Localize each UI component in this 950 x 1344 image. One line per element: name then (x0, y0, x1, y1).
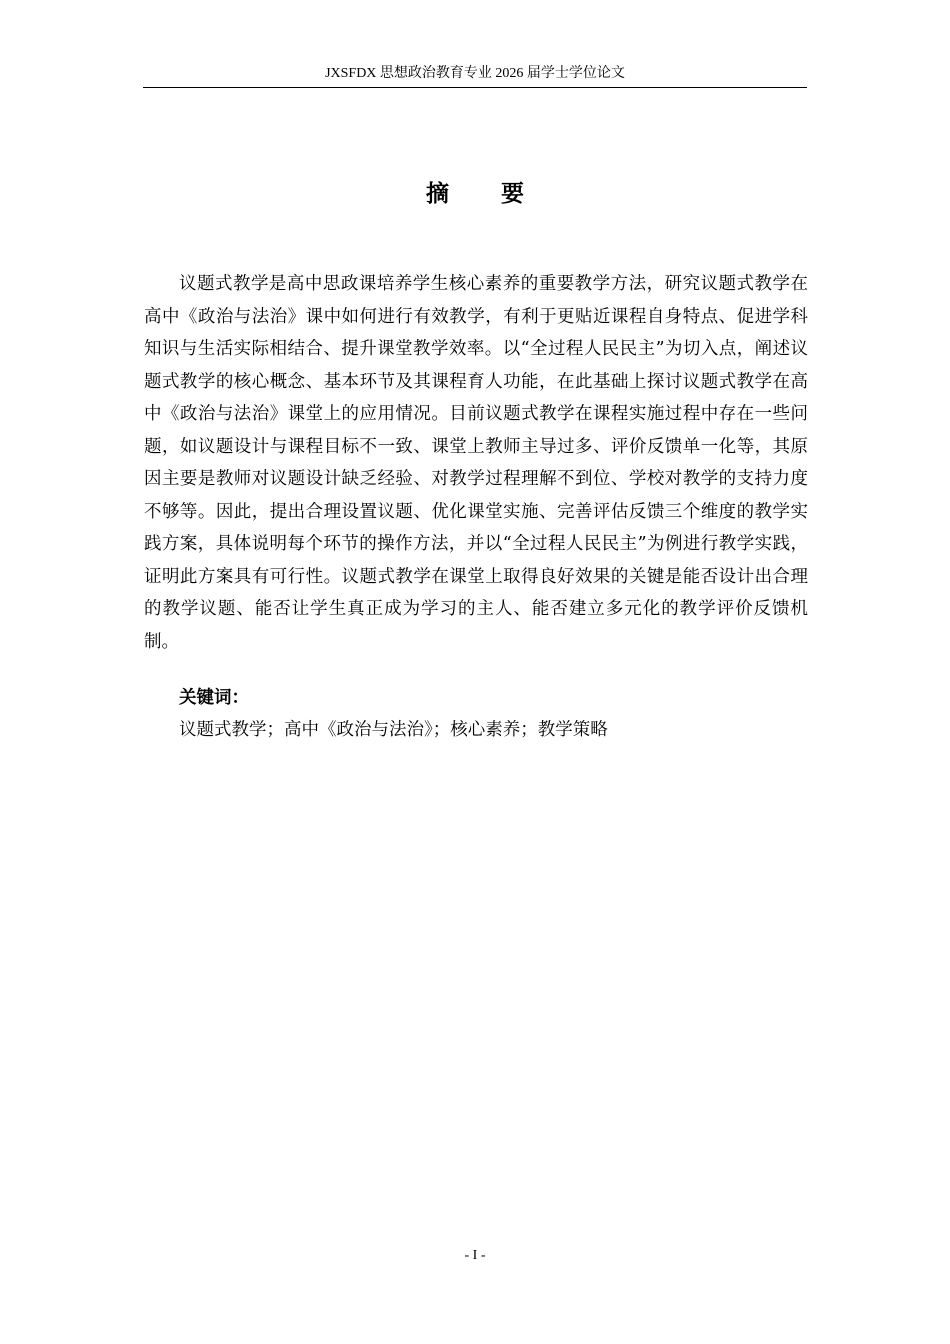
keywords-label: 关键词： (179, 688, 249, 708)
abstract-body: 议题式教学是高中思政课培养学生核心素养的重要教学方法，研究议题式教学在高中《政治与法治》课中如何进行有效教学，有利于更贴近课程自身特点、促进学科知识与生活实际相结合、提升课堂教学效率。以“全过程人民民主”为切入点，阐述议题式教学的核心概念、基本环节及其课程育人功能，在此基础上探讨议题式教学在高中《政治与法治》课堂上的应用情况。目前议题式教学在课程实施过程中存在一些问题，如议题设计与课程目标不一致、课堂上教师主导过多、评价反馈单一化等，其原因主要是教师对议题设计缺乏经验、对教学过程理解不到位、学校对教学的支持力度不够等。因此，提出合理设置议题、优化课堂实施、完善评估反馈三个维度的教学实践方案，具体说明每个环节的操作方法，并以“全过程人民民主”为例进行教学实践，证明此方案具有可行性。议题式教学在课堂上取得良好效果的关键是能否设计出合理的教学议题、能否让学生真正成为学习的主人、能否建立多元化的教学评价反馈机制。 (144, 274, 808, 652)
abstract-title: 摘 要 (425, 181, 546, 207)
keywords-text: 议题式教学；高中《政治与法治》；核心素养；教学策略 (179, 720, 608, 740)
header-rule (143, 87, 807, 88)
page-number: - I - (464, 1248, 486, 1263)
running-header: JXSFDX 思想政治教育专业 2026 届学士学位论文 (325, 66, 625, 81)
